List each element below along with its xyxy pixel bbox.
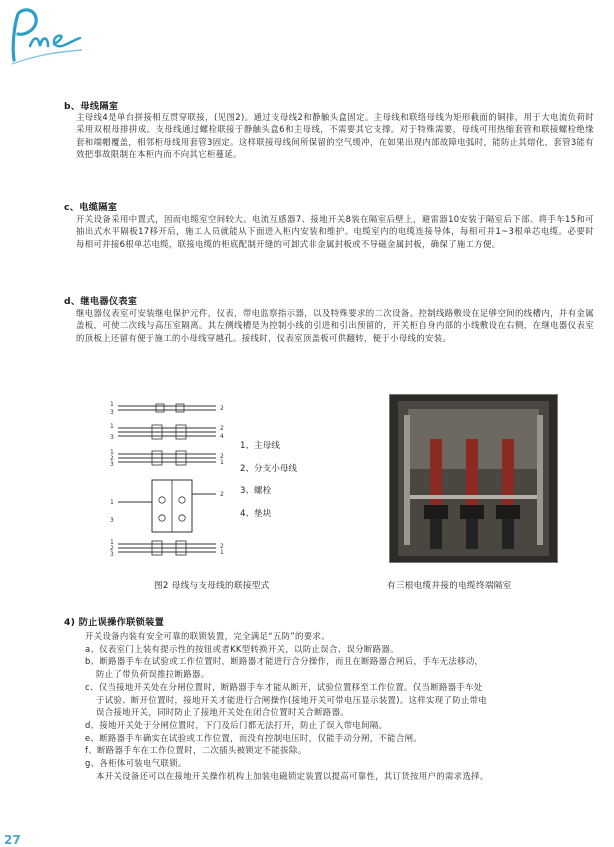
interlock-item: 本开关设备还可以在接地开关操作机构上加装电磁锁定装置以提高可靠性，其订货按用户的需求选择。: [96, 770, 489, 781]
interlock-intro: 开关设备内装有安全可靠的联锁装置，完全满足“五防”的要求。: [85, 631, 330, 641]
diagram-label-3: 3: [110, 517, 114, 524]
diagram-label-3: 3: [110, 434, 114, 441]
interlock-item: d、接地开关处于分闸位置时，下门及后门都无法打开，防止了误入带电间隔。: [85, 719, 388, 730]
section-c-body: 开关设备采用中置式，因而电缆室空间较大。电流互感器7、接地开关8装在隔室后壁上，避雷器10安装于隔室后下部。将手车15和可抽出式水平隔板17移开后，施工人员就能从下面进入柜内安装和维护。电缆室内的电缆连接导体，每相可并1~3根单芯电缆。必要时每相可并接6根单芯电缆，联接电缆的柜底配制开缝的可卸式非金属封板或不导磁金属封板，确保了施工方便。: [76, 214, 594, 249]
section-b-body: 主母线4是单台拼接相互贯穿联接，(见图2)。通过支母线2和静触头盒固定。主母线和联络母线为矩形截面的铜排，用于大电流负荷时采用双根母排拼成。支母线通过螺栓联接于静触头盒6和主母线，不需要其它支撑。对于特殊需要，母线可用热缩套管和联接螺栓绝缘套和端帽覆盖，相邻柜母线用套管3固定。这样联接母线间所保留的空气缓冲，在如果出现内部故障电弧时，能防止其熔化，套管3能有效把事故限制在本柜内而不向其它柜蔓延。: [76, 112, 594, 159]
legend-item: 3、螺栓: [240, 486, 272, 496]
cable-termination-photo: [389, 394, 558, 563]
diagram-label-1: 1: [110, 423, 114, 430]
diagram-label-3: 3: [110, 409, 114, 416]
diagram-label-2: 2: [220, 453, 224, 460]
legend-item: 2、分支小母线: [240, 463, 298, 474]
diagram-label-1: 1: [110, 499, 114, 506]
diagram-label-3: 3: [110, 551, 114, 558]
diagram-label-1: 1: [110, 401, 114, 408]
section-d-title: d、继电器仪表室: [64, 296, 138, 307]
section-4-title: 4) 防止误操作联锁装置: [64, 617, 165, 628]
diagram-label-1: 1: [110, 539, 114, 546]
diagram-label-2: 2: [110, 455, 114, 462]
interlock-item: e、断路器手车确实在试验或工作位置，而没有控制电压时，仅能手动分闸，不能合闸。: [85, 732, 423, 743]
diagram-label-1: 1: [220, 459, 224, 466]
page-number: 27: [4, 833, 21, 847]
diagram-label-2: 2: [220, 425, 224, 432]
diagram-label-1: 1: [110, 449, 114, 456]
section-b-title: b、母线隔室: [64, 101, 119, 112]
section-d-body: 继电器仪表室可安装继电保护元件，仪表，带电监察指示器，以及特殊要求的二次设备。控制线路敷设在足够空间的线槽内，并有金属盖板，可使二次线与高压室隔离。其左侧线槽是为控制小线的引进和引出预留的，开关柜自身内部的小线敷设在右侧，在继电器仪表室的顶板上还留有便于施工的小母线穿越孔。接线时，仪表室顶盖板可供翻转，便于小母线的安装。: [76, 308, 594, 343]
interlock-item: g、各柜体可装电气联锁。: [85, 758, 187, 769]
diagram-label-3: 3: [110, 461, 114, 468]
interlock-item: 于试验、断开位置时，接地开关才能进行合闸操作(接地开关可带电压显示装置)。这样实现了防止带电: [96, 694, 488, 705]
interlock-item: f、断路器手车在工作位置时，二次插头被锁定不能拔除。: [85, 745, 307, 756]
diagram-label-2: 2: [110, 545, 114, 552]
interlock-item: c、仅当接地开关处在分闸位置时，断路器手车才能从断开，试验位置移至工作位置。仅当断路器手车处: [85, 681, 483, 692]
legend-item: 4、垫块: [240, 508, 272, 519]
diagram-label-1: 1: [220, 549, 224, 556]
interlock-item: a、仪表室门上装有提示性的按钮或者KK型转换开关，以防止误合、误分断路器。: [85, 643, 399, 654]
figure-caption-right: 有三根电缆并接的电缆终端隔室: [387, 581, 512, 591]
figure-legend: [240, 435, 297, 525]
brand-logo: [4, 6, 84, 66]
section-c-title: c、电缆隔室: [64, 202, 118, 213]
diagram-label-2: 2: [220, 543, 224, 550]
diagram-label-4: 4: [220, 433, 224, 440]
legend-item: 1、主母线: [240, 441, 280, 451]
interlock-item: 防止了带负荷误推拉断路器。: [96, 669, 210, 680]
interlock-item: b、断路器手车在试验或工作位置时，断路器才能进行合分操作，而且在断路器合闸后，手车无法移动，: [85, 656, 484, 667]
interlock-item: 误合接地开关，同时防止了接地开关处在闭合位置时关合断路器。: [96, 707, 350, 718]
diagram-label-2: 2: [220, 405, 224, 412]
diagram-label-2: 2: [220, 491, 224, 498]
figure-caption-left: 图2 母线与支母线的联接型式: [154, 581, 270, 591]
interlock-list: [64, 630, 604, 782]
